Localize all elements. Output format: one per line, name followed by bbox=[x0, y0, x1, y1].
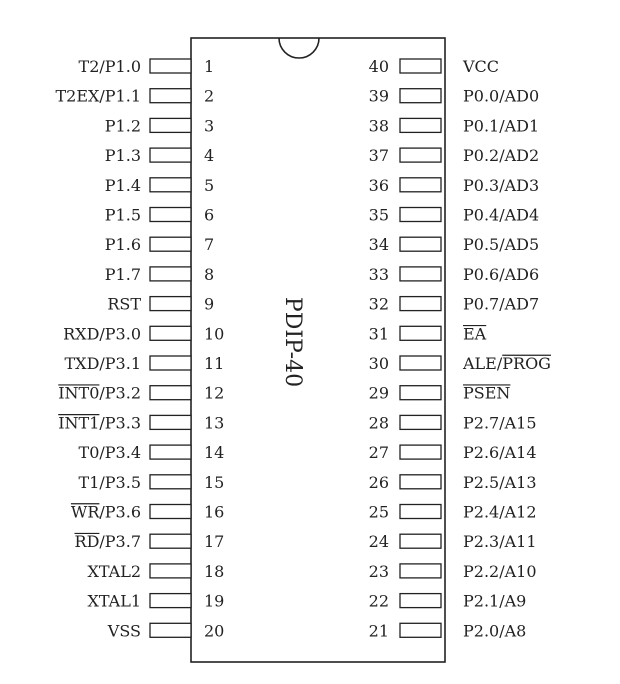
pin-lead bbox=[400, 118, 441, 132]
pin-number-label: 7 bbox=[204, 235, 215, 255]
pin-name-label: T1/P3.5 bbox=[78, 472, 141, 492]
pin-lead bbox=[150, 475, 191, 489]
pin-lead bbox=[150, 623, 191, 637]
pin-name-label: P1.5 bbox=[104, 205, 141, 225]
pin-36 bbox=[369, 176, 540, 195]
pin-lead bbox=[400, 148, 441, 162]
pin-name-label: EA bbox=[463, 324, 487, 344]
pin-name-label: P0.4/AD4 bbox=[463, 205, 540, 225]
pin-number-label: 34 bbox=[368, 235, 389, 255]
pin-number-label: 38 bbox=[368, 116, 389, 136]
pin-lead bbox=[400, 594, 441, 608]
pin-number-label: 27 bbox=[368, 443, 389, 463]
pin-number-label: 10 bbox=[204, 324, 225, 344]
pin-20 bbox=[107, 621, 225, 640]
pin-name-label: PSEN bbox=[463, 383, 511, 403]
pin-lead bbox=[400, 237, 441, 251]
pin-name-label: XTAL1 bbox=[87, 591, 141, 611]
pin-name-label: P0.3/AD3 bbox=[463, 175, 540, 195]
pin-22 bbox=[369, 592, 527, 611]
pin-12 bbox=[58, 384, 224, 403]
pin-number-label: 37 bbox=[368, 146, 389, 166]
pin-lead bbox=[400, 415, 441, 429]
pin-5 bbox=[105, 176, 214, 195]
pin-7 bbox=[105, 235, 214, 254]
pin-name-label: T2EX/P1.1 bbox=[55, 86, 141, 106]
pin-number-label: 29 bbox=[368, 383, 389, 403]
pin-1 bbox=[79, 57, 215, 76]
pin-name-label: P2.5/A13 bbox=[463, 472, 537, 492]
pin-name-label: T0/P3.4 bbox=[78, 443, 141, 463]
pin-name-label: VSS bbox=[107, 621, 141, 641]
pin-lead bbox=[400, 564, 441, 578]
pin-number-label: 21 bbox=[368, 621, 389, 641]
pin-name-label: P2.3/A11 bbox=[463, 532, 537, 552]
pin-lead bbox=[150, 178, 191, 192]
pin-number-label: 28 bbox=[368, 413, 389, 433]
pin-name-label: P1.6 bbox=[104, 235, 141, 255]
pin-lead bbox=[150, 564, 191, 578]
pin-9 bbox=[107, 295, 214, 314]
pin-number-label: 23 bbox=[368, 561, 389, 581]
pin-lead bbox=[150, 445, 191, 459]
pin-lead bbox=[400, 534, 441, 548]
pin-21 bbox=[369, 621, 527, 640]
pin-24 bbox=[369, 532, 537, 551]
pin-name-label: VCC bbox=[463, 57, 500, 76]
pin-33 bbox=[369, 265, 540, 284]
pin-name-label: P0.5/AD5 bbox=[463, 235, 540, 255]
package-label: PDIP-40 bbox=[280, 296, 305, 388]
pin-lead bbox=[150, 386, 191, 400]
pin-lead bbox=[150, 237, 191, 251]
pin-number-label: 4 bbox=[204, 146, 215, 166]
pin-lead bbox=[400, 59, 441, 73]
pin-number-label: 12 bbox=[204, 383, 225, 403]
pin-6 bbox=[105, 206, 214, 225]
pin-name-label: P2.2/A10 bbox=[463, 561, 537, 581]
pin-3 bbox=[105, 116, 214, 135]
pin-number-label: 11 bbox=[204, 354, 225, 373]
pin-lead bbox=[400, 326, 441, 340]
pin-10 bbox=[63, 324, 224, 343]
pin-lead bbox=[150, 148, 191, 162]
pin-lead bbox=[400, 89, 441, 103]
pin-number-label: 3 bbox=[204, 116, 215, 136]
pin-19 bbox=[87, 592, 224, 611]
pin-11 bbox=[65, 354, 225, 373]
pin-number-label: 13 bbox=[204, 413, 225, 433]
pin-lead bbox=[150, 267, 191, 281]
pin-lead bbox=[150, 208, 191, 222]
pin-lead bbox=[400, 208, 441, 222]
left-pin-column bbox=[55, 57, 224, 640]
pin-number-label: 26 bbox=[368, 472, 389, 492]
pin-39 bbox=[369, 87, 540, 106]
pin-name-label: P0.1/AD1 bbox=[463, 116, 540, 136]
pin-name-label: RXD/P3.0 bbox=[63, 324, 141, 344]
pin-13 bbox=[58, 413, 224, 432]
pin-lead bbox=[400, 356, 441, 370]
pin-28 bbox=[369, 413, 537, 432]
pin-name-label: INT0/P3.2 bbox=[58, 383, 141, 403]
pin-number-label: 1 bbox=[204, 57, 215, 76]
pin-14 bbox=[79, 443, 225, 462]
pin-34 bbox=[369, 235, 540, 254]
pin-lead bbox=[150, 594, 191, 608]
pin-35 bbox=[369, 206, 540, 225]
pin-name-label: T2/P1.0 bbox=[78, 57, 141, 76]
pin-25 bbox=[369, 503, 537, 522]
pin-number-label: 40 bbox=[368, 57, 389, 76]
pin-number-label: 39 bbox=[368, 86, 389, 106]
pin-number-label: 6 bbox=[204, 205, 215, 225]
pin-number-label: 18 bbox=[204, 561, 225, 581]
pin-number-label: 33 bbox=[368, 264, 389, 284]
pin-number-label: 17 bbox=[204, 532, 225, 552]
pin-4 bbox=[105, 146, 214, 165]
pin-name-label: WR/P3.6 bbox=[70, 502, 141, 522]
pin-17 bbox=[75, 532, 225, 551]
pin-name-label: INT1/P3.3 bbox=[58, 413, 141, 433]
pin-15 bbox=[79, 473, 225, 492]
pin-number-label: 5 bbox=[204, 175, 215, 195]
pin-name-label: P0.0/AD0 bbox=[463, 86, 540, 106]
pin-lead bbox=[400, 386, 441, 400]
pin-name-label: P2.0/A8 bbox=[463, 621, 527, 641]
pin-name-label: P0.6/AD6 bbox=[463, 264, 540, 284]
pin-number-label: 36 bbox=[368, 175, 389, 195]
pin-32 bbox=[369, 295, 540, 314]
pin-lead bbox=[400, 623, 441, 637]
pin-number-label: 25 bbox=[368, 502, 389, 522]
pin-lead bbox=[400, 267, 441, 281]
pin-name-label: P2.7/A15 bbox=[463, 413, 537, 433]
pin-number-label: 2 bbox=[204, 86, 215, 106]
pin-40 bbox=[369, 57, 499, 76]
pin-lead bbox=[400, 445, 441, 459]
pin-lead bbox=[150, 505, 191, 519]
pin-number-label: 15 bbox=[204, 472, 225, 492]
pin-29 bbox=[369, 384, 511, 403]
pin-26 bbox=[369, 473, 537, 492]
pin-lead bbox=[400, 475, 441, 489]
pin-18 bbox=[87, 562, 224, 581]
pin-number-label: 35 bbox=[368, 205, 389, 225]
pin-lead bbox=[150, 534, 191, 548]
pin-name-label: RD/P3.7 bbox=[74, 532, 141, 552]
pin-name-label: RST bbox=[107, 294, 141, 314]
pin-lead bbox=[400, 297, 441, 311]
pin-lead bbox=[150, 297, 191, 311]
pin-number-label: 32 bbox=[368, 294, 389, 314]
pin-lead bbox=[150, 356, 191, 370]
pin-lead bbox=[150, 59, 191, 73]
pin-name-label: P0.2/AD2 bbox=[463, 146, 540, 166]
pin-number-label: 20 bbox=[204, 621, 225, 641]
pin-lead bbox=[400, 178, 441, 192]
pin-name-label: P1.7 bbox=[104, 264, 141, 284]
pin-lead bbox=[150, 326, 191, 340]
pin-37 bbox=[369, 146, 540, 165]
pin-23 bbox=[369, 562, 537, 581]
pin-lead bbox=[150, 415, 191, 429]
pin-number-label: 31 bbox=[368, 324, 389, 344]
pin-16 bbox=[71, 503, 224, 522]
pin-lead bbox=[400, 505, 441, 519]
pin-31 bbox=[369, 324, 487, 343]
pin-name-label: P1.3 bbox=[104, 146, 141, 166]
pin-number-label: 9 bbox=[204, 294, 215, 314]
pin-name-label: P1.2 bbox=[104, 116, 141, 136]
pin-number-label: 19 bbox=[204, 591, 225, 611]
pin-lead bbox=[150, 118, 191, 132]
chip-notch bbox=[279, 38, 319, 58]
pin-name-label: P2.1/A9 bbox=[463, 591, 527, 611]
pin-name-label: P2.6/A14 bbox=[463, 443, 537, 463]
pin-number-label: 30 bbox=[368, 354, 389, 373]
pin-27 bbox=[369, 443, 537, 462]
pin-name-label: P1.4 bbox=[104, 175, 141, 195]
pin-number-label: 16 bbox=[204, 502, 225, 522]
pin-38 bbox=[369, 116, 540, 135]
pin-name-label: XTAL2 bbox=[87, 561, 141, 581]
pin-name-label: ALE/PROG bbox=[463, 354, 551, 373]
pin-number-label: 14 bbox=[204, 443, 225, 463]
pin-lead bbox=[150, 89, 191, 103]
right-pin-column bbox=[369, 57, 551, 640]
pin-name-label: P0.7/AD7 bbox=[463, 294, 540, 314]
pin-8 bbox=[105, 265, 214, 284]
pin-number-label: 24 bbox=[368, 532, 389, 552]
pin-number-label: 22 bbox=[368, 591, 389, 611]
pin-number-label: 8 bbox=[204, 264, 215, 284]
pin-30 bbox=[369, 354, 551, 373]
pin-name-label: TXD/P3.1 bbox=[64, 354, 141, 373]
pin-2 bbox=[55, 87, 214, 106]
pin-name-label: P2.4/A12 bbox=[463, 502, 537, 522]
